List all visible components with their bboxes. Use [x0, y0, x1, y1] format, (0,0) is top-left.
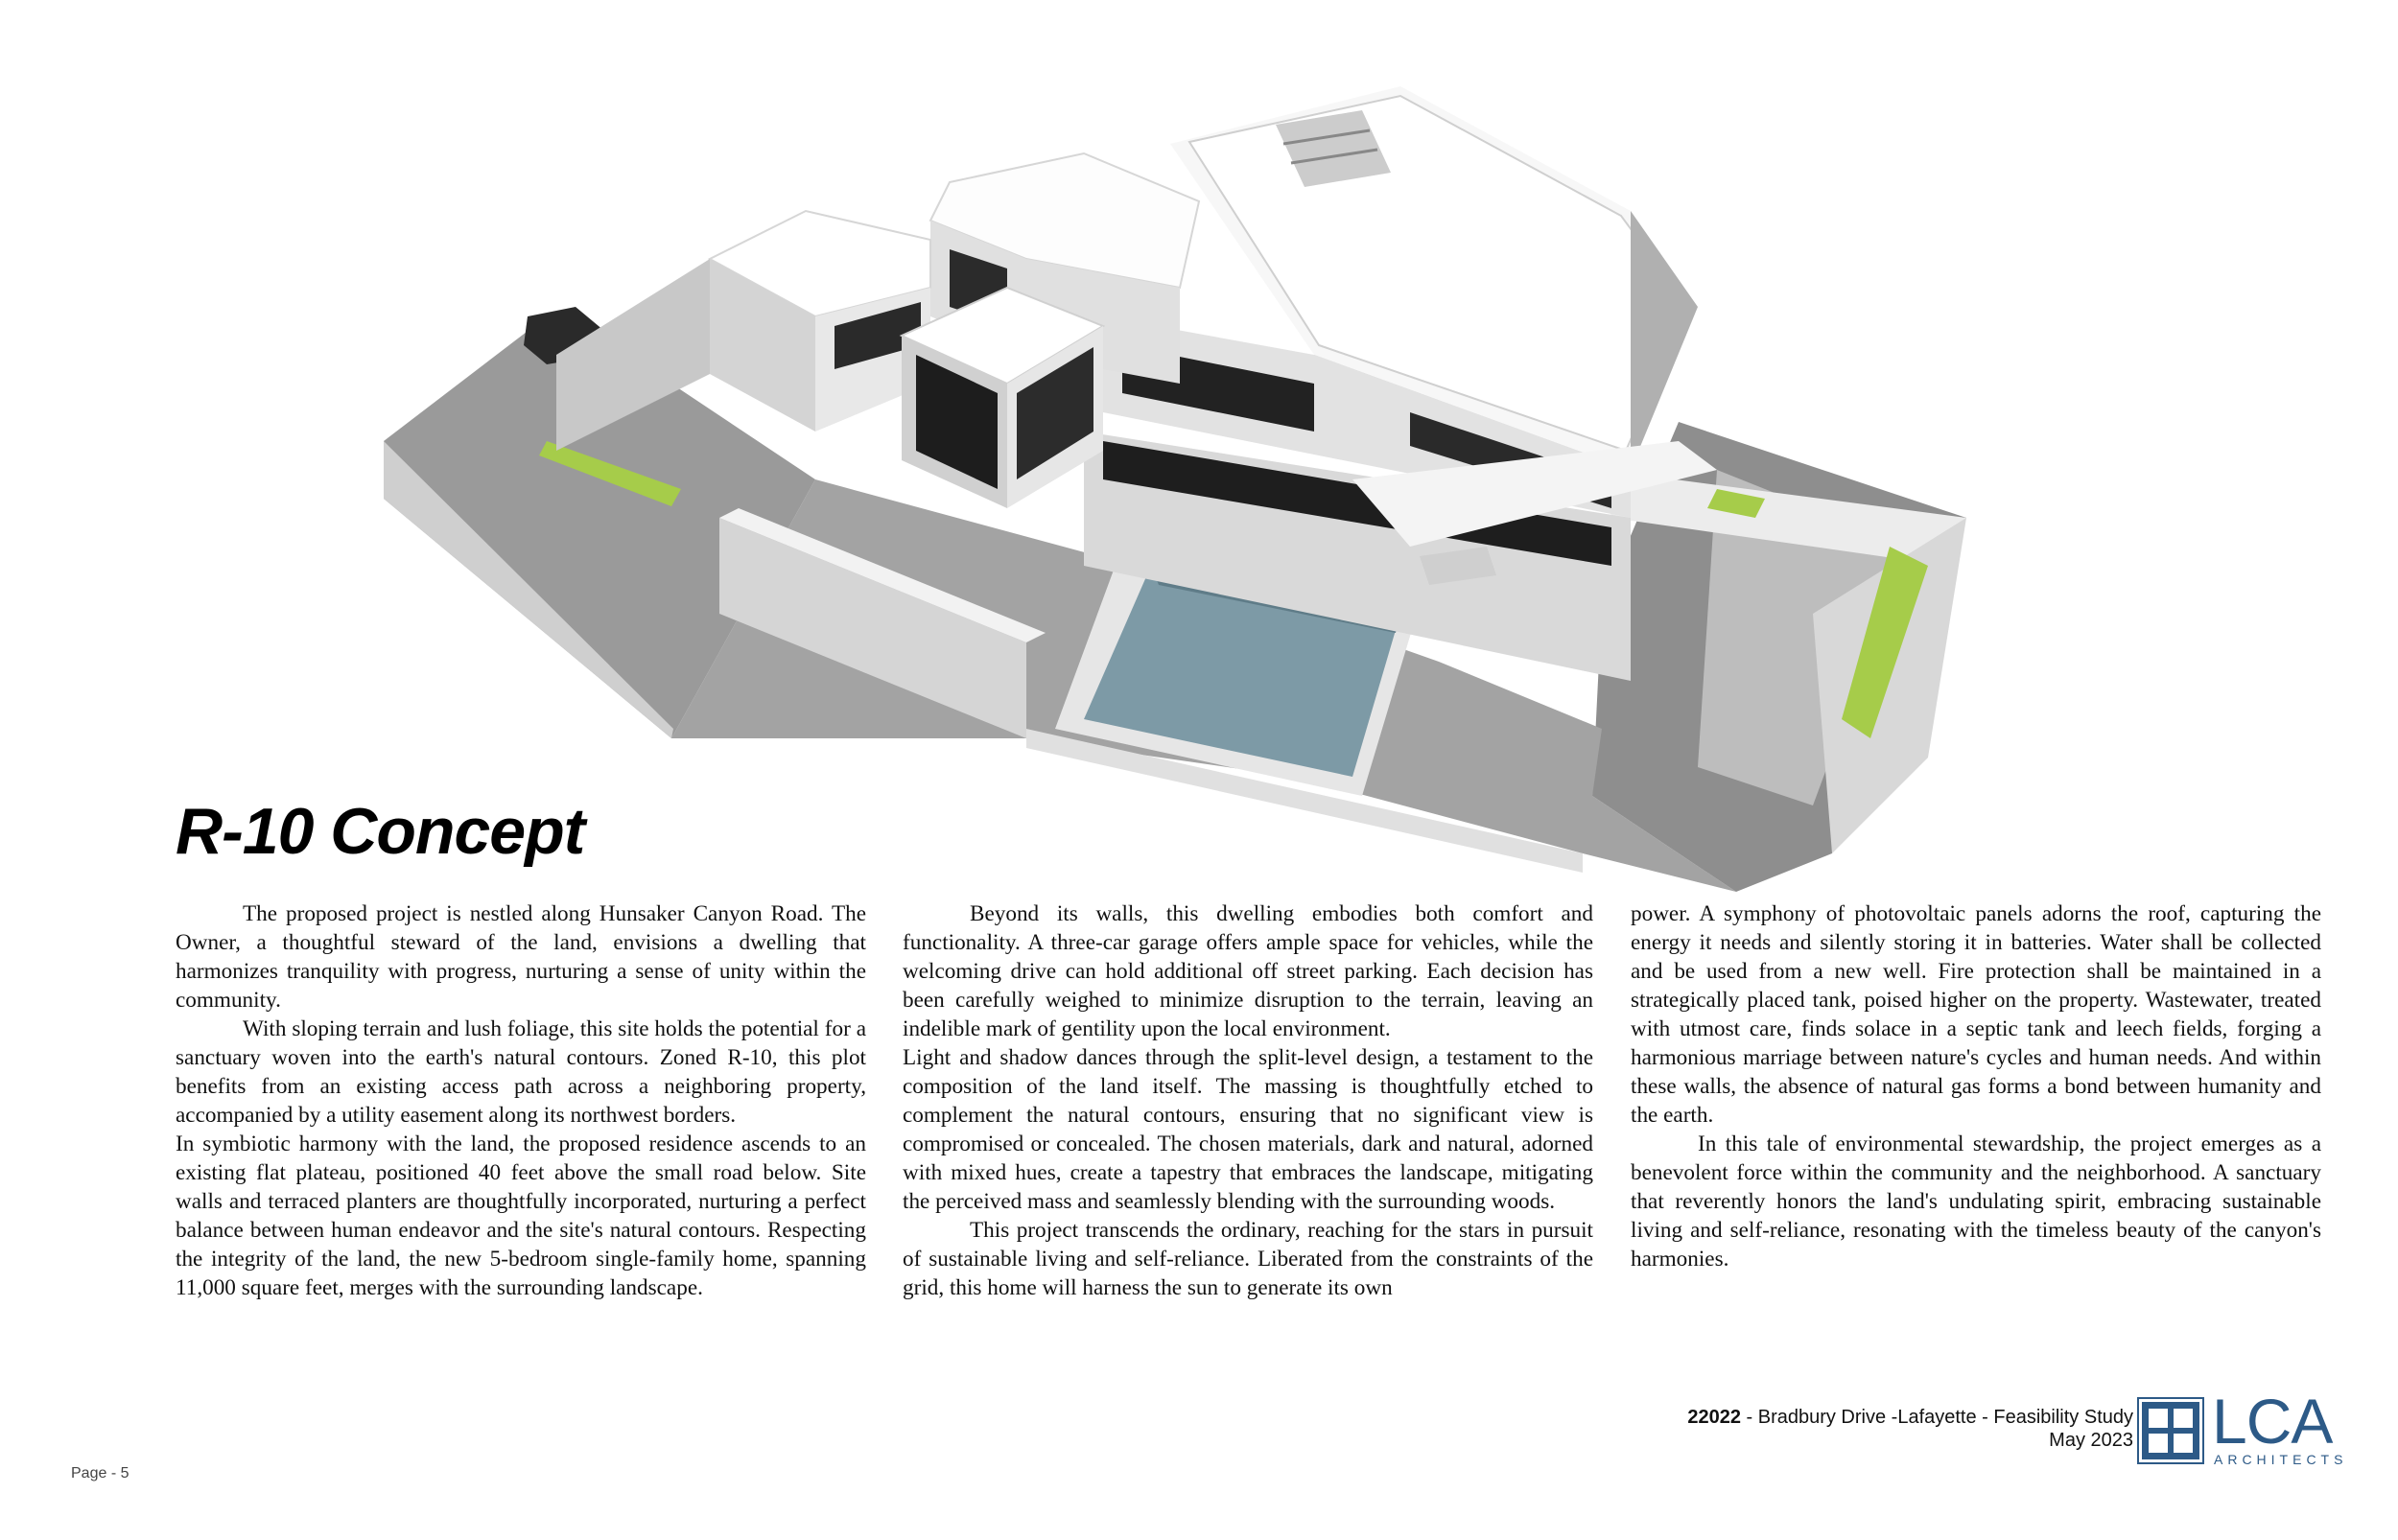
paragraph: The proposed project is nestled along Hunsaker Canyon Road. The Owner, a thoughtful steward of the land, envisions a dwelling that harmonizes tranquility with progress, nurturing a sense of unity within the community. [176, 901, 866, 1013]
house-model-illustration [355, 67, 2005, 911]
paragraph: In this tale of environmental stewardship, the project emerges as a benevolent force within the community and the neighborhood. A sanctuary that reverently honors the land's undulating spirit, embracing sustainable living and self-reliance, resonating with the timeless beauty of the canyon's harmonies. [1631, 1132, 2321, 1272]
architectural-rendering [355, 67, 2005, 911]
paragraph: Beyond its walls, this dwelling embodies both comfort and functionality. A three-car garage offers ample space for vehicles, while the welcoming drive can hold additional off street parking. Each decision has been carefully weighed to minimize disruption to the terrain, leaving an indelible mark of gentility upon the local environment. [903, 901, 1593, 1041]
lca-cross-icon [2137, 1397, 2204, 1464]
paragraph: power. A symphony of photovoltaic panels adorns the roof, capturing the energy it needs and silently storing it in batteries. Water shall be collected and be used from a new well. Fire protection shall be maintained in a strategically placed tank, poised higher on the property. Wastewater, treated with utmost care, finds solace in a septic tank and leech fields, forging a harmonious marriage between nature's cycles and human needs. And within these walls, the absence of natural gas forms a bond between humanity and the earth. [1631, 901, 2321, 1128]
logo-text: LCA [2212, 1386, 2333, 1457]
paragraph: This project transcends the ordinary, reaching for the stars in pursuit of sustainable living and self-reliance. Liberated from the constraints of the grid, this home will harness the sun to generate its own [903, 1218, 1593, 1300]
lca-architects-logo [2137, 1386, 2358, 1467]
text-column-2 [903, 899, 1593, 1302]
text-column-1 [176, 899, 866, 1302]
logo-subtext: ARCHITECTS [2214, 1452, 2348, 1467]
project-name: - Bradbury Drive -Lafayette - Feasibility Study [1740, 1407, 2133, 1428]
project-number: 22022 [1687, 1407, 1741, 1428]
text-column-3 [1631, 899, 2321, 1273]
paragraph: With sloping terrain and lush foliage, this site holds the potential for a sanctuary woven into the earth's natural contours. Zoned R-10, this plot benefits from an existing access path across a neighboring property, accompanied by a utility easement along its northwest borders. [176, 1016, 866, 1128]
project-line [1687, 1406, 2133, 1429]
project-date: May 2023 [2049, 1430, 2133, 1451]
paragraph: In symbiotic harmony with the land, the proposed residence ascends to an existing flat plateau, positioned 40 feet above the small road below. Site walls and terraced planters are thoughtfully incorporated, nurturing a perfect balance between human endeavor and the site's natural contours. Respecting the integrity of the land, the new 5-bedroom single-family home, spanning 11,000 square feet, merges with the surrounding landscape. [176, 1132, 866, 1300]
page-number: Page - 5 [71, 1465, 129, 1482]
project-info [1687, 1406, 2133, 1452]
page-title: R-10 Concept [176, 795, 585, 868]
paragraph: Light and shadow dances through the split-level design, a testament to the composition of the land itself. The massing is thoughtfully etched to complement the natural contours, ensuring that no significant view is compromised or concealed. The chosen materials, dark and natural, adorned with mixed hues, create a tapestry that embraces the landscape, mitigating the perceived mass and seamlessly blending with the surrounding woods. [903, 1045, 1593, 1214]
